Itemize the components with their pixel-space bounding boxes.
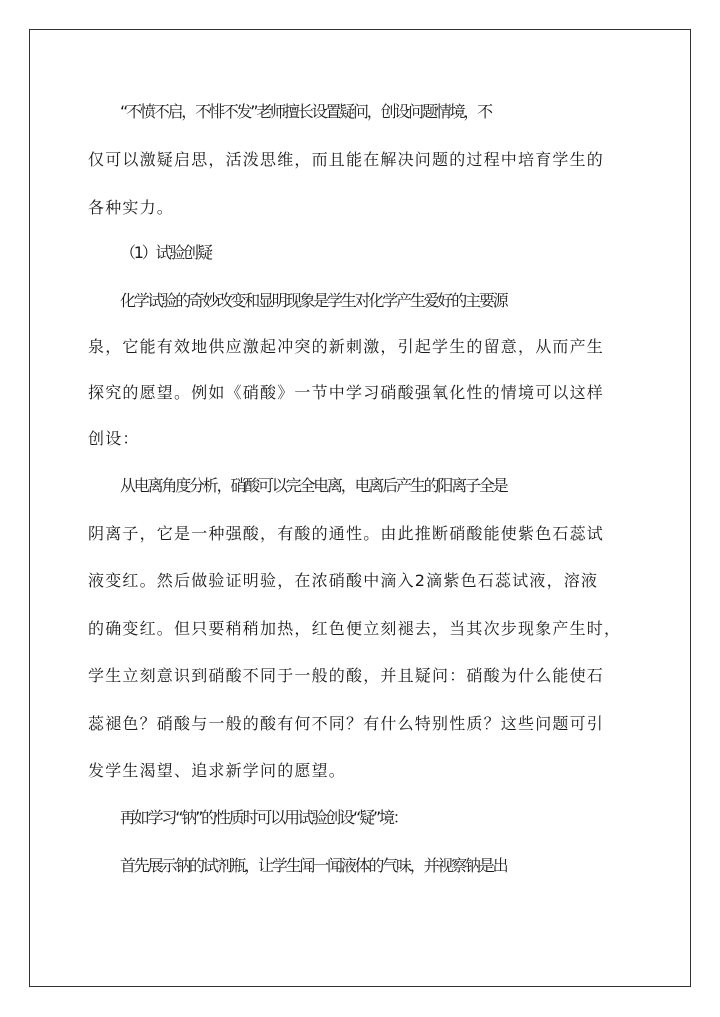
- text-line: “不愤不启，不悱不发”老师擅长设置疑问，创设问题情境，不: [120, 102, 491, 121]
- text-line: 从电离角度分析，硝酸可以完全电离，电离后产生的阳离子全是: [120, 476, 507, 495]
- text-line: 化学试验的奇妙改变和显明现象是学生对化学产生爱好的主要源: [120, 291, 507, 310]
- text-line: 泉，它能有效地供应激起冲突的新刺激，引起学生的留意，从而产生: [88, 337, 605, 356]
- text-line: 的确变红。但只要稍稍加热，红色便立刻褪去，当其次步现象产生时，: [88, 619, 622, 638]
- text-line: 首先展示钠的试剂瓶，让学生闻一闻液体的气味，并视察钠是出: [120, 856, 507, 875]
- text-line: 各种实力。: [88, 198, 175, 217]
- section-heading: （1）试验创疑: [120, 243, 211, 262]
- page-border: [29, 29, 691, 987]
- text-line: 仅可以激疑启思，活泼思维，而且能在解决问题的过程中培育学生的: [88, 150, 605, 169]
- text-line: 再如学习“钠”的性质时可以用试验创设“疑”境：: [120, 808, 407, 827]
- text-line: 创设：: [88, 429, 140, 448]
- text-line: 液变红。然后做验证明验，在浓硝酸中滴入2滴紫色石蕊试液，溶液: [88, 571, 599, 590]
- text-line: 探究的愿望。例如《硝酸》一节中学习硝酸强氧化性的情境可以这样: [88, 383, 605, 402]
- text-line: 发学生渴望、追求新学问的愿望。: [88, 761, 347, 780]
- text-line: 阴离子，它是一种强酸，有酸的通性。由此推断硝酸能使紫色石蕊试: [88, 524, 605, 543]
- text-line: 学生立刻意识到硝酸不同于一般的酸，并且疑问：硝酸为什么能使石: [88, 666, 605, 685]
- text-line: 蕊褪色？硝酸与一般的酸有何不同？有什么特别性质？这些问题可引: [88, 714, 605, 733]
